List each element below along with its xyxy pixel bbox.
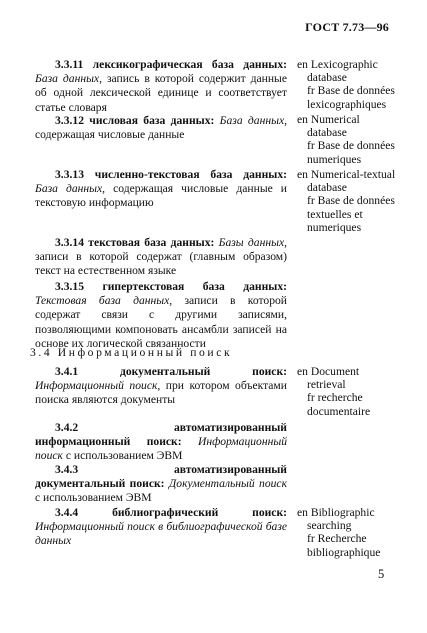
term-name: текстовая база данных: <box>88 236 215 249</box>
term-definition: записи в которой содержат (главным образом) текст на естественном языке <box>35 250 287 278</box>
term-3-3-15 <box>35 280 287 351</box>
term-number: 3.4.2 <box>55 421 79 434</box>
term-name: документальный поиск: <box>120 365 287 378</box>
equivalent-line: bibliographique <box>307 545 381 559</box>
equivalent-line: database <box>307 126 347 140</box>
term-3-3-12 <box>35 114 287 142</box>
term-number: 3.4.1 <box>55 365 79 378</box>
equivalent-line: searching <box>307 519 352 533</box>
term-definition: записи в которой содержат связи с другими записями, позволяющими компоновать ансамбли записей на основе их логической связанности <box>35 294 287 350</box>
equivalent-line: fr Base de données <box>307 194 395 208</box>
term-definition: с использованием ЭВМ <box>65 449 183 463</box>
term-3-4-1 <box>35 365 287 408</box>
term-number: 3.3.12 <box>55 114 84 127</box>
term-definition-ref: База данных, <box>35 72 102 86</box>
term-definition-ref: База данных, <box>35 182 106 196</box>
term-number: 3.3.13 <box>55 168 84 181</box>
equivalent-line: fr Base de données <box>307 84 395 98</box>
term-definition-ref: Информационный поиск в библиографической базе данных <box>35 520 287 548</box>
term-name: лексикографическая база данных: <box>92 58 287 71</box>
term-3-3-11 <box>35 58 287 115</box>
term-definition-ref: База данных, <box>219 114 287 127</box>
equivalents-3-3-12 <box>297 113 397 166</box>
equivalent-line: en Numerical <box>297 113 360 126</box>
term-definition: содержащая числовые данные и текстовую информацию <box>35 182 287 210</box>
term-number: 3.4.3 <box>55 463 79 476</box>
term-definition: с использованием ЭВМ <box>35 491 152 505</box>
term-3-4-2 <box>35 421 287 464</box>
term-name: автоматизированный документальный поиск: <box>35 463 287 491</box>
term-number: 3.3.15 <box>55 280 84 293</box>
term-definition: при котором объектами поиска являются документы <box>35 379 287 407</box>
equivalent-line: fr Recherche <box>307 532 367 546</box>
term-definition-ref: Базы данных, <box>218 236 287 249</box>
section-title: 3.4 Информационный поиск <box>30 346 233 359</box>
equivalent-line: en Lexicographic <box>297 58 378 71</box>
page-number: 5 <box>378 567 385 581</box>
term-definition-ref: Информационный поиск, <box>35 379 161 393</box>
equivalent-line: lexicographiques <box>307 97 387 111</box>
equivalent-line: en Bibliographic <box>297 506 375 519</box>
equivalents-3-3-13 <box>297 168 397 234</box>
equivalent-line: documentaire <box>307 404 371 418</box>
term-3-3-14 <box>35 236 287 279</box>
term-name: автоматизированный информационный поиск: <box>35 421 287 449</box>
equivalent-line: database <box>307 181 347 195</box>
term-name: числовая база данных: <box>89 114 215 127</box>
term-3-4-4 <box>35 506 287 549</box>
equivalent-line: database <box>307 71 347 85</box>
equivalents-3-4-1 <box>297 365 397 418</box>
term-definition-ref: Информационный поиск <box>35 435 287 463</box>
term-3-4-3 <box>35 463 287 506</box>
equivalent-line: textuelles et <box>307 207 363 221</box>
term-definition-ref: Документальный поиск <box>168 477 287 491</box>
term-3-3-13 <box>35 168 287 211</box>
term-name: численно-текстовая база данных: <box>94 168 287 181</box>
equivalent-line: en Document <box>297 365 360 378</box>
term-number: 3.3.14 <box>55 236 84 249</box>
equivalent-line: en Numerical-textual <box>297 168 396 181</box>
term-definition: запись в которой содержит данные об одной лексической единице и соответствует статье словаря <box>35 72 287 114</box>
term-number: 3.3.11 <box>55 58 84 71</box>
term-definition-ref: Текстовая база данных, <box>35 294 173 308</box>
term-number: 3.4.4 <box>55 506 79 519</box>
document-header: ГОСТ 7.73—96 <box>305 20 389 34</box>
equivalent-line: numeriques <box>307 152 362 166</box>
equivalents-3-4-4 <box>297 506 397 559</box>
equivalent-line: fr recherche <box>307 391 363 405</box>
equivalent-line: fr Base de données <box>307 139 395 153</box>
term-name: гипертекстовая база данных: <box>102 280 287 293</box>
term-name: библиографический поиск: <box>112 506 287 519</box>
equivalent-line: retrieval <box>307 378 346 392</box>
term-definition: содержащая числовые данные <box>35 128 185 142</box>
equivalent-line: numeriques <box>307 220 362 234</box>
equivalents-3-3-11 <box>297 58 397 111</box>
